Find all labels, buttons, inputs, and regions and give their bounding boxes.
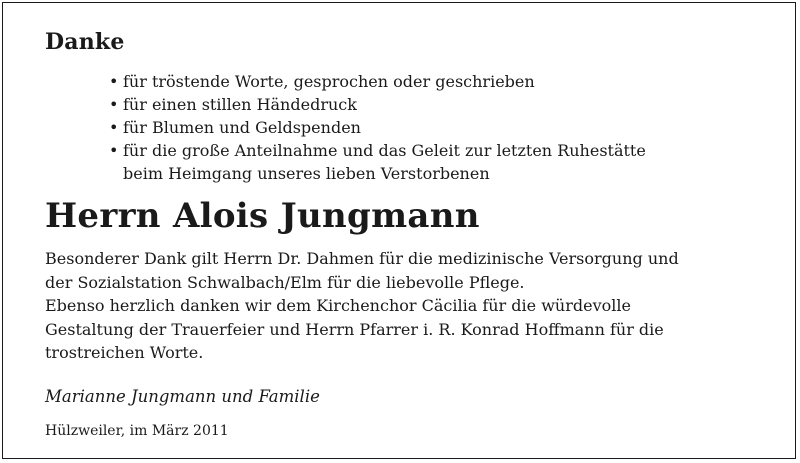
- bullet-icon: •: [109, 72, 119, 91]
- bullet-icon: •: [109, 95, 119, 114]
- thanks-list: [109, 70, 646, 185]
- signature: Marianne Jungmann und Familie: [45, 387, 320, 406]
- list-item: [109, 139, 646, 185]
- list-item-text: für Blumen und Geldspenden: [123, 118, 361, 137]
- list-item: [109, 70, 646, 93]
- paragraph-line: Ebenso herzlich danken wir dem Kirchenchor Cäcilia für die würdevolle: [45, 296, 631, 315]
- bullet-icon: •: [109, 118, 119, 137]
- list-item: [109, 116, 646, 139]
- paragraph-line: trostreichen Worte.: [45, 343, 204, 362]
- deceased-name: Herrn Alois Jungmann: [45, 196, 480, 236]
- paragraph-line: Gestaltung der Trauerfeier und Herrn Pfarrer i. R. Konrad Hoffmann für die: [45, 319, 664, 339]
- list-item-text: für einen stillen Händedruck: [123, 95, 357, 114]
- place-date: Hülzweiler, im März 2011: [45, 423, 229, 439]
- thanks-heading: Danke: [45, 29, 125, 55]
- list-item-text: für tröstende Worte, gesprochen oder geschrieben: [123, 72, 535, 91]
- list-item-text-continued: beim Heimgang unseres lieben Verstorbenen: [123, 164, 490, 183]
- thanks-paragraph: [45, 247, 765, 365]
- paragraph-line: der Sozialstation Schwalbach/Elm für die liebevolle Pflege.: [45, 272, 525, 292]
- list-item-text: für die große Anteilnahme und das Geleit zur letzten Ruhestätte: [123, 141, 646, 160]
- bullet-icon: •: [109, 141, 119, 160]
- list-item: [109, 93, 646, 116]
- paragraph-line: Besonderer Dank gilt Herrn Dr. Dahmen für die medizinische Versorgung und: [45, 249, 679, 268]
